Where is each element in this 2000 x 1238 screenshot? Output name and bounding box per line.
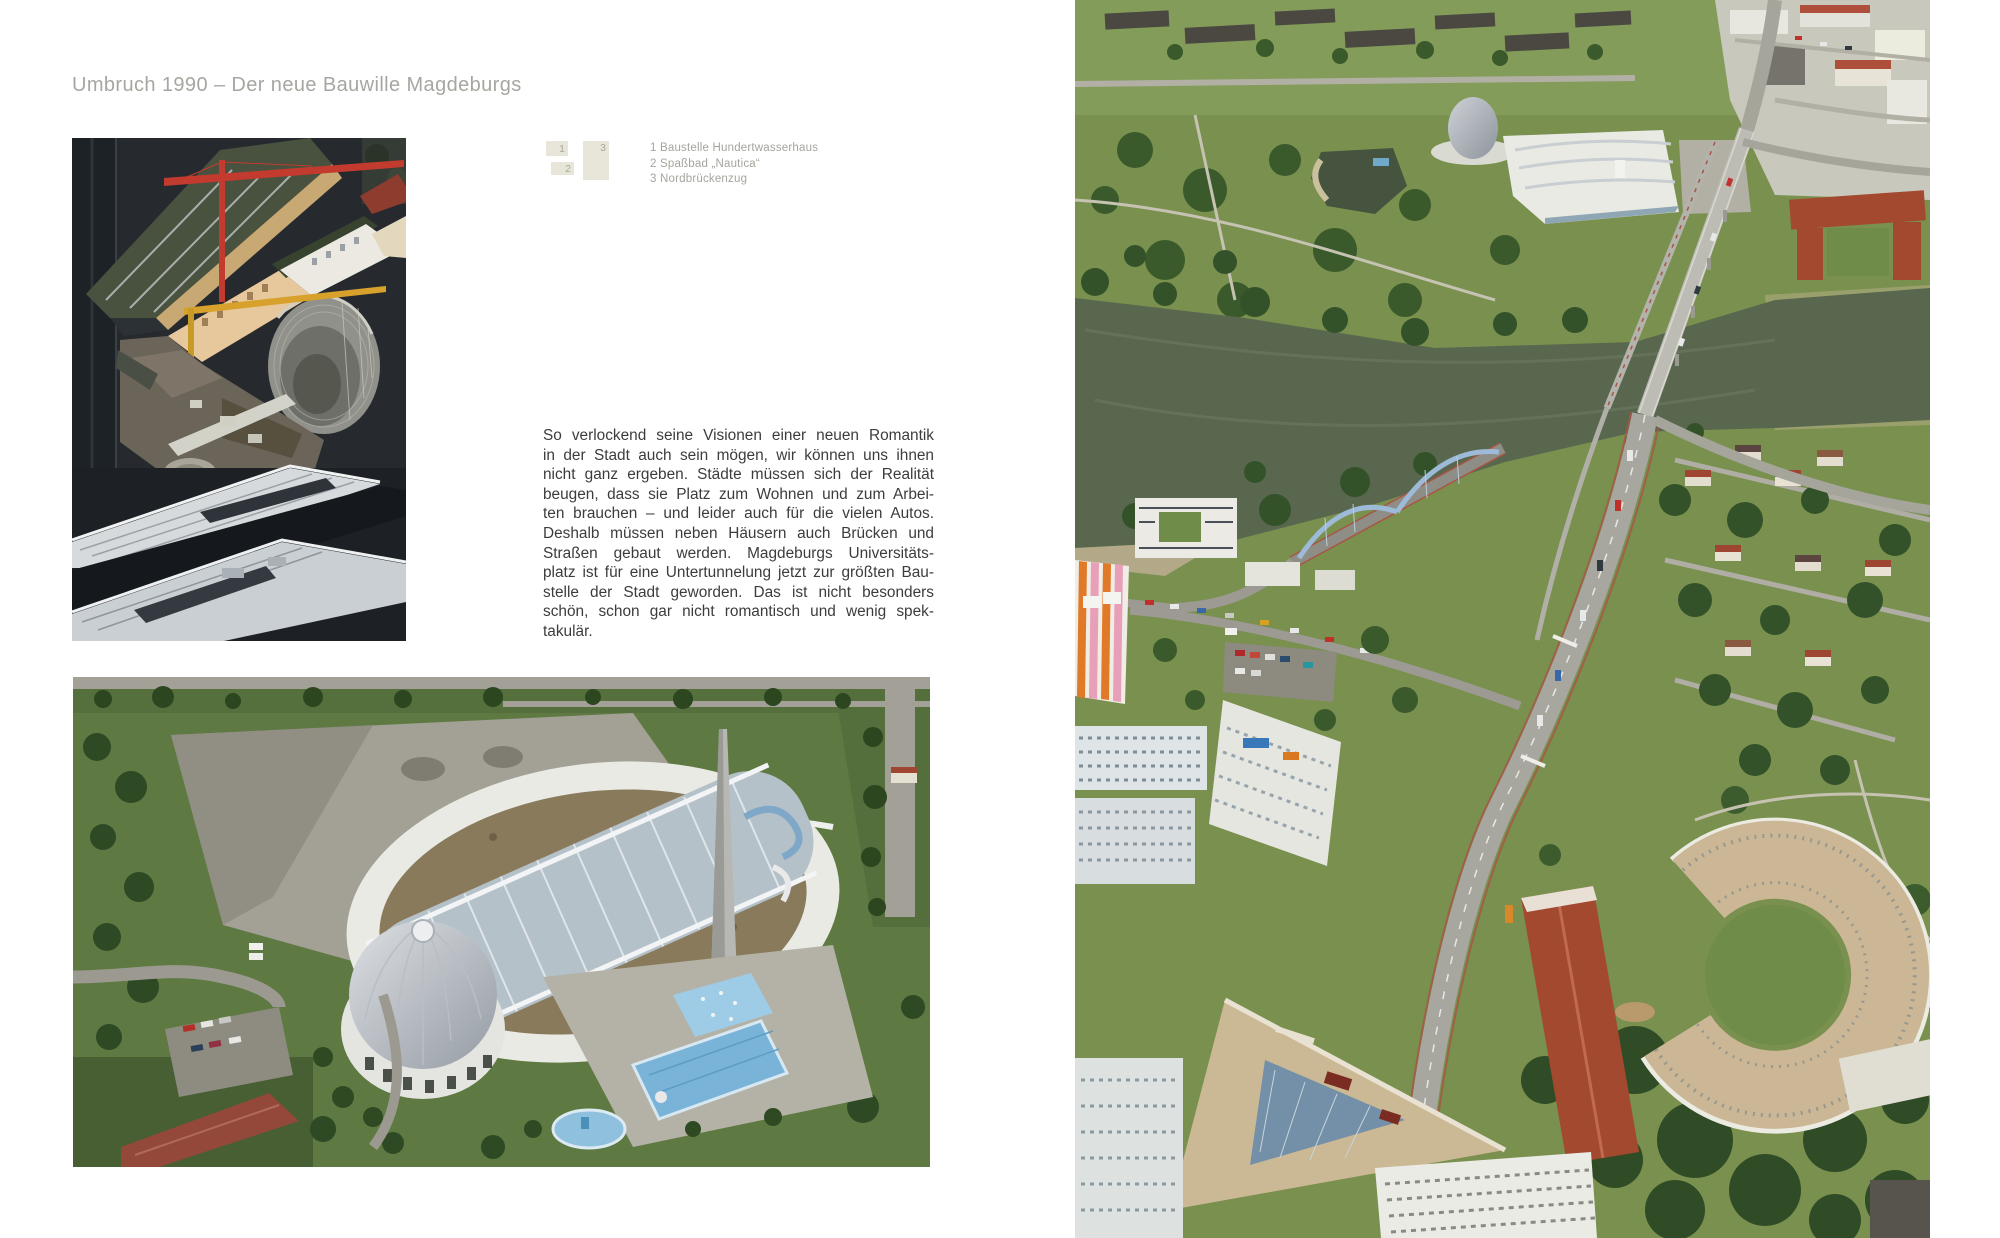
photo-nordbrueckenzug xyxy=(1075,0,1930,1238)
body-line: schön, schon gar nicht romantisch und wenig spek- xyxy=(543,603,934,621)
legend-box-2-number: 2 xyxy=(565,162,571,175)
office-building xyxy=(1135,498,1237,558)
legend-captions xyxy=(650,141,818,188)
striped-building xyxy=(1075,560,1129,704)
body-paragraph xyxy=(543,426,934,642)
body-line: Straßen gebaut werden. Magdeburgs Universitäts- xyxy=(543,544,934,562)
dome-hall xyxy=(1448,97,1498,159)
nautica-pool-illustration xyxy=(73,677,930,1167)
body-line: ten brauchen – und leider auch für die vielen Autos. xyxy=(543,505,934,523)
body-line: platz ist für eine Untertunnelung jetzt zur größten Bau- xyxy=(543,564,934,582)
legend-box-2 xyxy=(551,162,574,175)
body-line: in der Stadt auch sein mögen, wir können uns ihnen xyxy=(543,446,934,464)
legend-item-2: 2 Spaßbad „Nautica“ xyxy=(650,157,760,170)
body-line: Deshalb müssen neben Häusern auch Brücken und xyxy=(543,524,934,542)
school-complex xyxy=(1789,190,1926,280)
body-line: So verlockend seine Visionen einer neuen Romantik xyxy=(543,427,934,444)
page-title: Umbruch 1990 – Der neue Bauwille Magdeburgs xyxy=(72,74,522,96)
body-line: takulär. xyxy=(543,622,593,640)
photo-baustelle-hundertwasserhaus xyxy=(72,138,406,641)
body-line: stelle der Stadt geworden. Das ist nicht besonders xyxy=(543,583,934,601)
legend-box-1 xyxy=(546,141,568,156)
legend-item-1: 1 Baustelle Hundertwasserhaus xyxy=(650,142,819,154)
photo-spassbad-nautica xyxy=(73,677,930,1167)
legend-item-3: 3 Nordbrückenzug xyxy=(650,173,748,186)
legend-box-3-number: 3 xyxy=(600,142,606,154)
legend-box-1-number: 1 xyxy=(559,142,565,155)
aerial-city-illustration xyxy=(1075,0,1930,1238)
construction-site-illustration xyxy=(72,138,406,641)
legend-box-3 xyxy=(583,141,609,180)
body-line: nicht ganz ergeben. Städte müssen sich der Realität xyxy=(543,466,934,484)
body-line: beugen, dass sie Platz zum Wohnen und zum Arbei- xyxy=(543,485,934,503)
